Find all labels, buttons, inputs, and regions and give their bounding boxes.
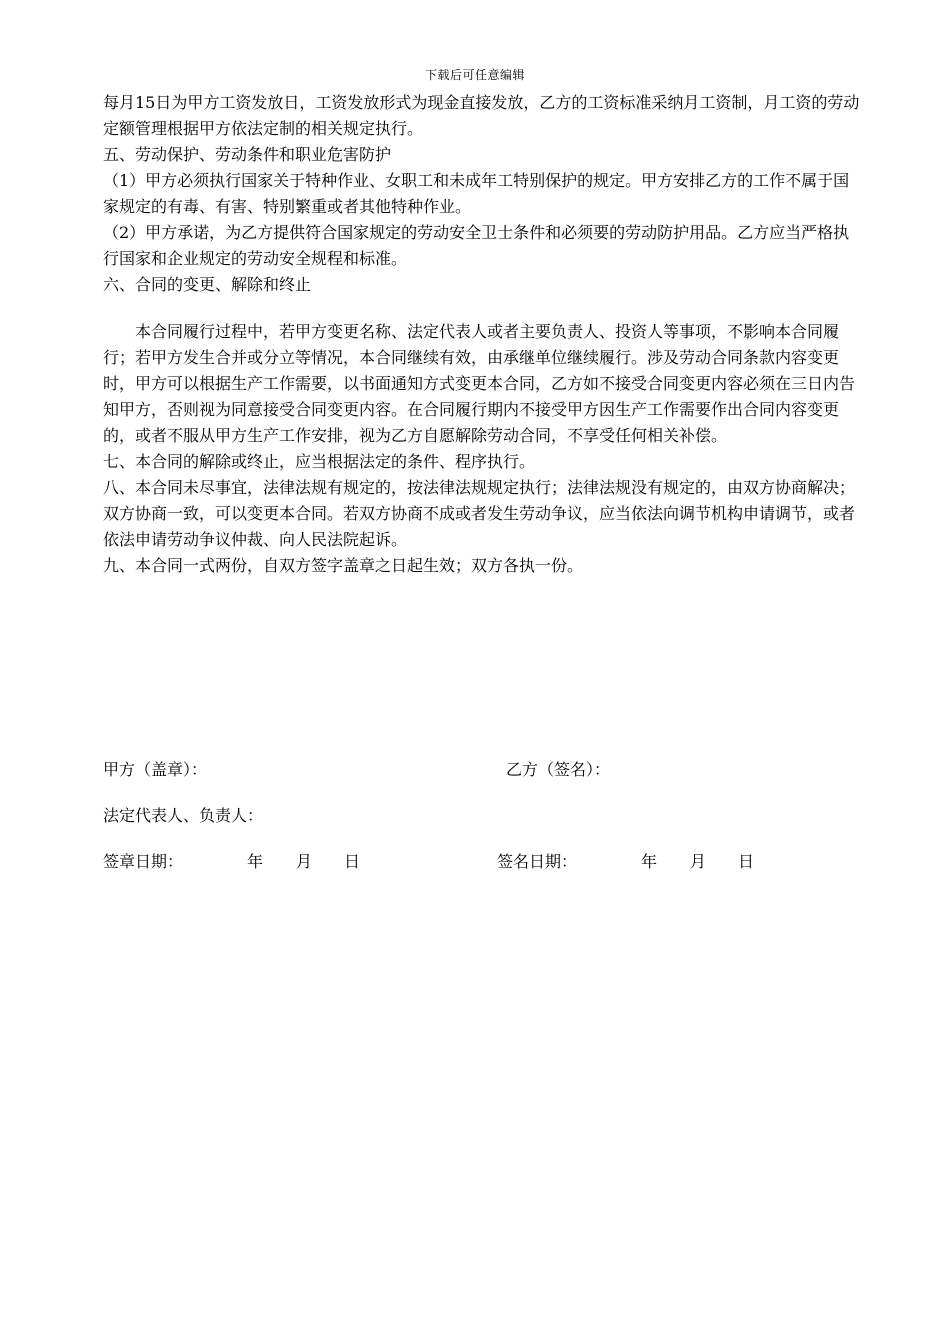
sign-date-label: 签名日期： (497, 852, 578, 871)
party-a-seal-label: 甲方（盖章）： (103, 760, 208, 779)
signature-row-dates (103, 849, 863, 875)
seal-date-label: 签章日期： (103, 852, 184, 871)
header-note: 下载后可任意编辑 (424, 68, 525, 82)
sign-date-day: 日 (738, 852, 755, 871)
seal-date-year: 年 (247, 852, 264, 871)
wage-paragraph: 每月15日为甲方工资发放日，工资发放形式为现金直接发放，乙方的工资标准采纳月工资制，月工资的劳动定额管理根据甲方依法定制的相关规定执行。 (103, 93, 860, 138)
seal-date-month: 月 (296, 852, 313, 871)
section-5-title: 五、劳动保护、劳动条件和职业危害防护 (103, 145, 392, 164)
legal-representative-label: 法定代表人、负责人： (103, 806, 264, 825)
section-6-body: 本合同履行过程中，若甲方变更名称、法定代表人或者主要负责人、投资人等事项，不影响本合同履行；若甲方发生合并或分立等情况，本合同继续有效，由承继单位继续履行。涉及劳动合同条款内容变更时，甲方可以根据生产工作需要，以书面通知方式变更本合同，乙方如不接受合同变更内容必须在三日内告知甲方，否则视为同意接受合同变更内容。在合同履行期内不接受甲方因生产工作需要作出合同内容变更的，或者不服从甲方生产工作安排，视为乙方自愿解除劳动合同，不享受任何相关补偿。 (103, 322, 856, 445)
signature-row-legal-rep (103, 803, 863, 829)
section-5-item-1: （1）甲方必须执行国家关于特种作业、女职工和未成年工特别保护的规定。甲方安排乙方的工作不属于国家规定的有毒、有害、特别繁重或者其他特种作业。 (103, 171, 850, 216)
section-6-title: 六、合同的变更、解除和终止 (103, 275, 312, 294)
sign-date-year: 年 (641, 852, 658, 871)
section-7: 七、本合同的解除或终止，应当根据法定的条件、程序执行。 (103, 452, 536, 471)
contract-body (103, 90, 863, 579)
sign-date-month: 月 (690, 852, 707, 871)
seal-date-day: 日 (344, 852, 361, 871)
signature-row-parties (103, 757, 863, 783)
section-9: 九、本合同一式两份，自双方签字盖章之日起生效；双方各执一份。 (103, 556, 584, 575)
section-5-item-2: （2）甲方承诺，为乙方提供符合国家规定的劳动安全卫士条件和必须要的劳动防护用品。乙方应当严格执行国家和企业规定的劳动安全规程和标准。 (103, 223, 850, 268)
section-8: 八、本合同未尽事宜，法律法规有规定的，按法律法规规定执行；法律法规没有规定的，由双方协商解决；双方协商一致，可以变更本合同。若双方协商不成或者发生劳动争议，应当依法向调节机构申请调节，或者依法申请劳动争议仲裁、向人民法院起诉。 (103, 478, 856, 549)
party-b-sign-label: 乙方（签名）： (506, 760, 611, 779)
